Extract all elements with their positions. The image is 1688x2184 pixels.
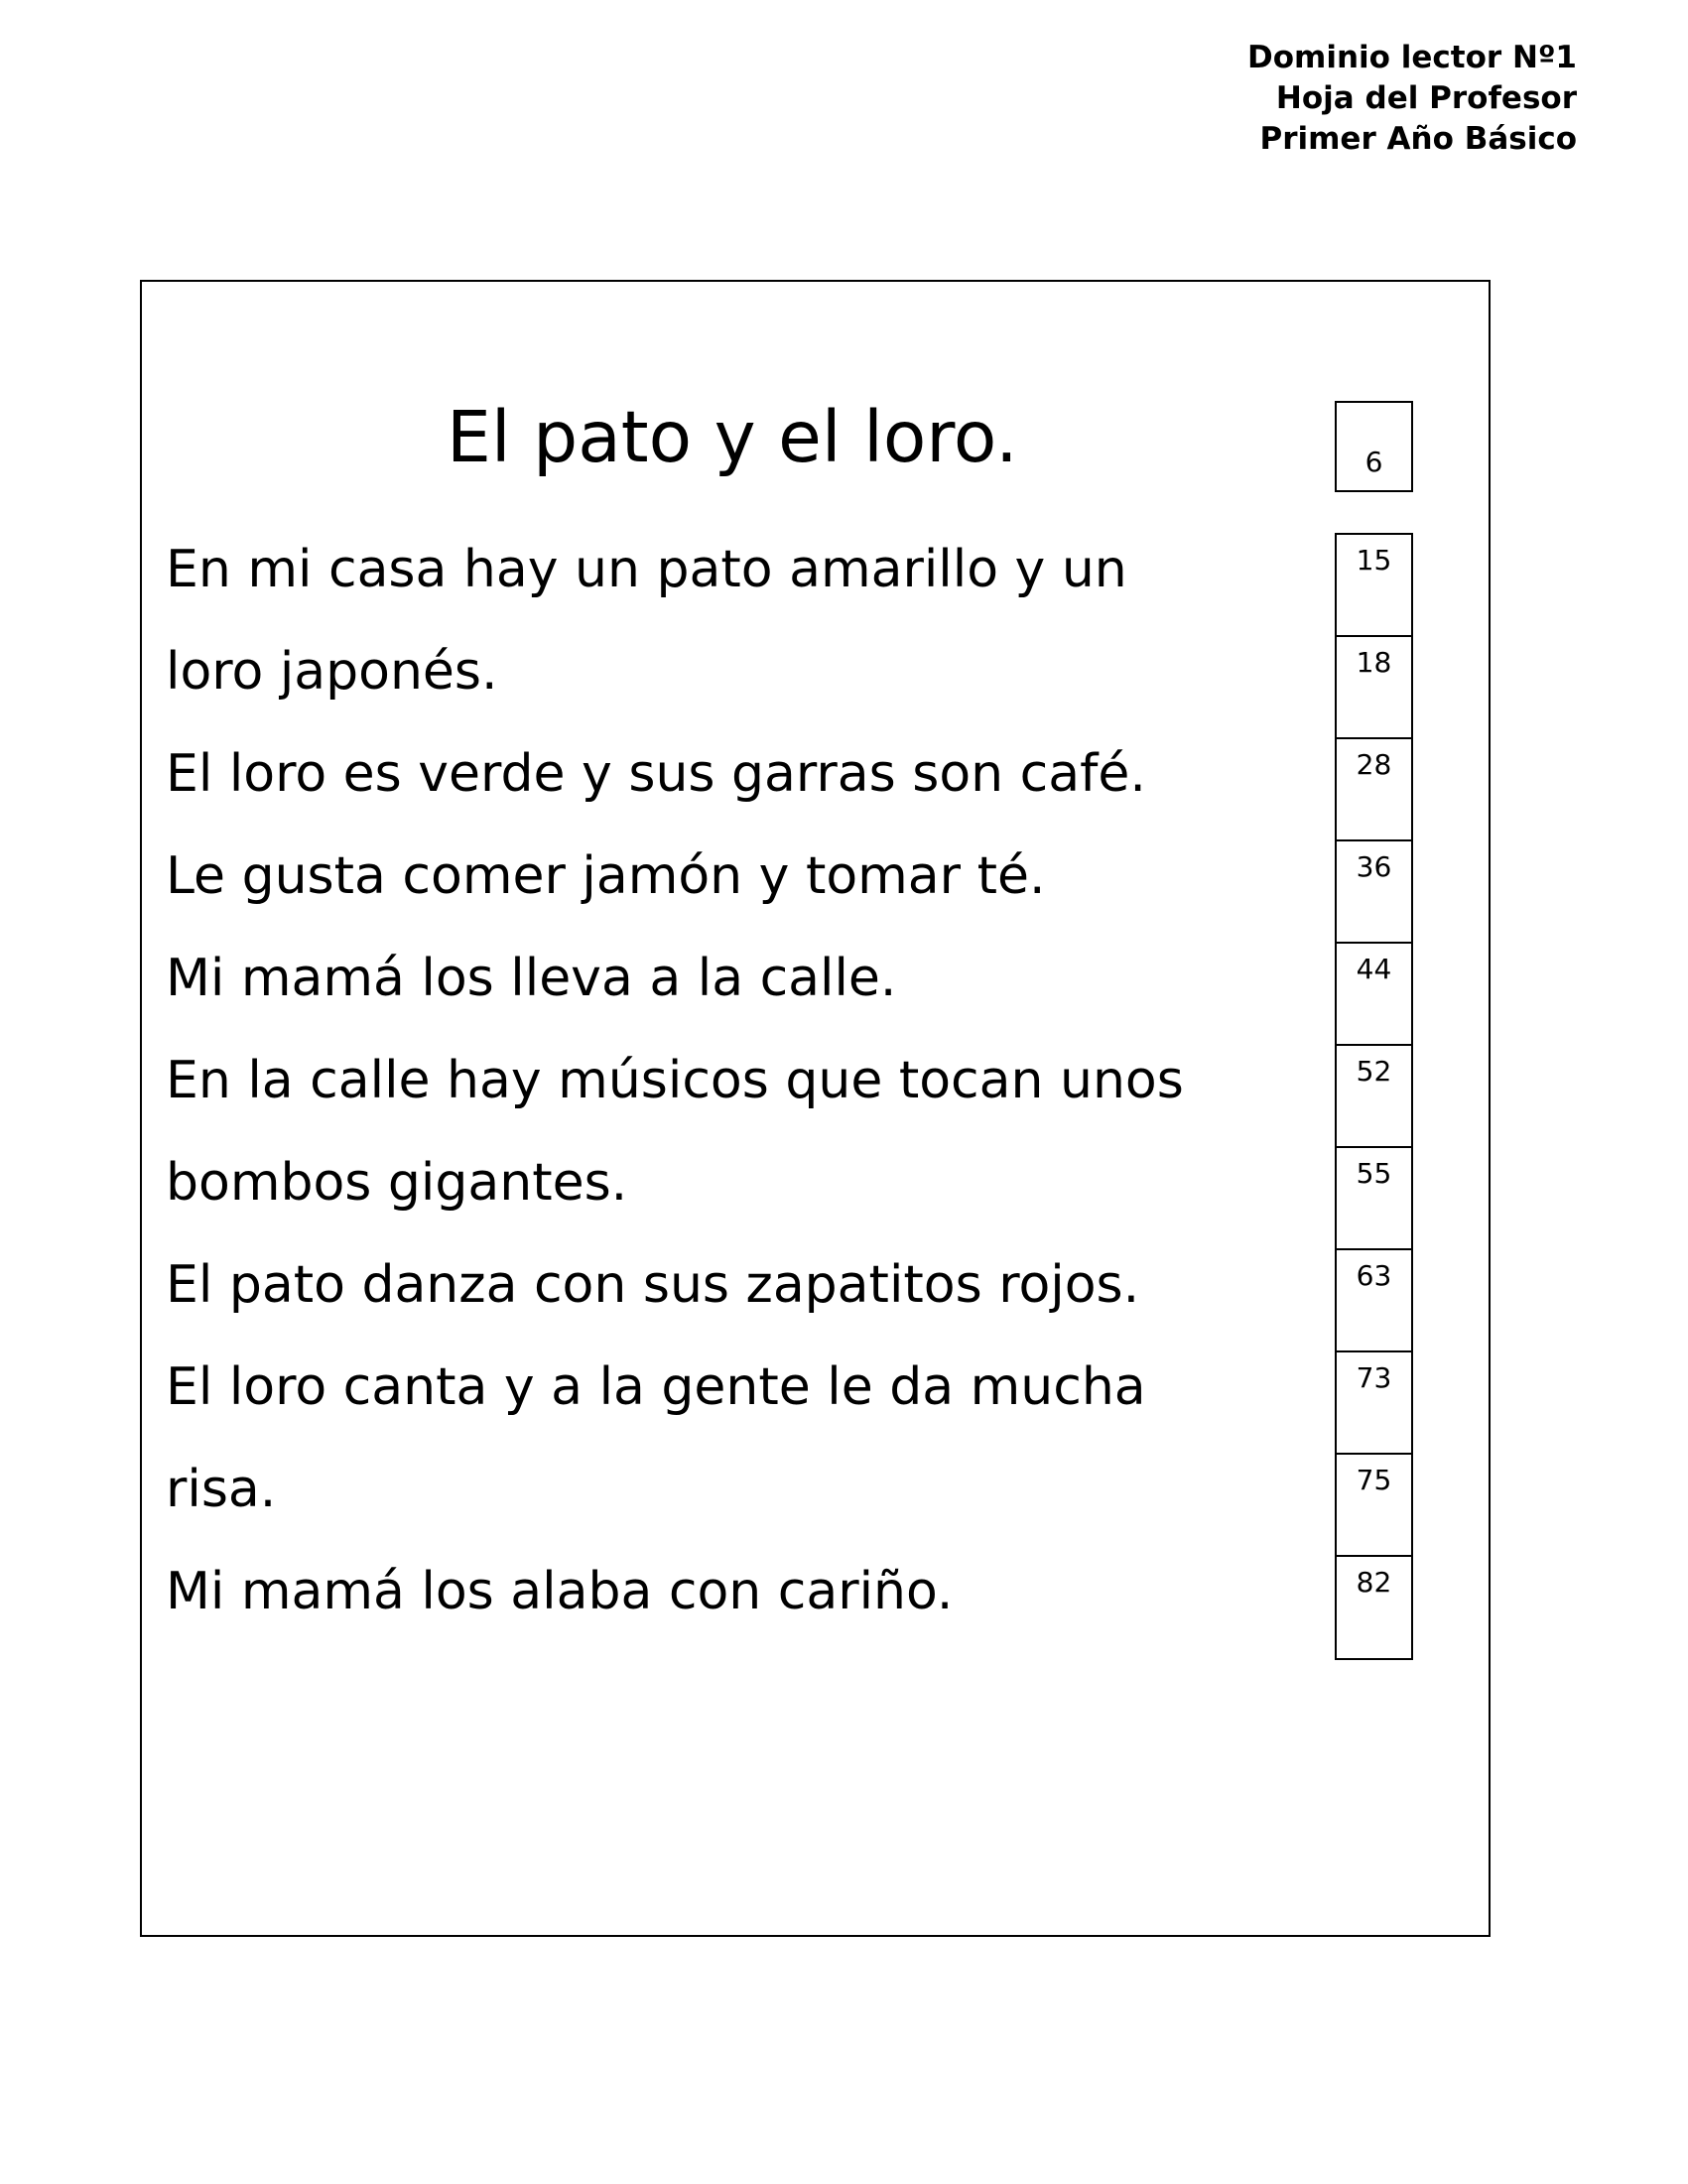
word-count-cell: 15	[1337, 535, 1411, 637]
word-count-cell: 36	[1337, 841, 1411, 944]
word-count-cell: 75	[1337, 1455, 1411, 1557]
title-word-count	[1335, 401, 1413, 492]
cumulative-word-count-column	[1335, 533, 1413, 1660]
word-count-cell: 82	[1356, 1566, 1392, 1599]
word-count-cell: 28	[1337, 739, 1411, 841]
reading-line: Le gusta comer jamón y tomar té.	[166, 846, 1046, 906]
header-grade: Primer Año Básico	[1259, 121, 1577, 157]
word-count-cell: 44	[1337, 944, 1411, 1046]
reading-line: loro japonés.	[166, 642, 498, 702]
header-sheet-type: Hoja del Profesor	[1275, 80, 1577, 116]
reading-line: risa.	[166, 1460, 277, 1519]
reading-line: El loro canta y a la gente le da mucha	[166, 1357, 1146, 1417]
word-count-cell: 55	[1337, 1148, 1411, 1250]
header-test-name: Dominio lector Nº1	[1247, 40, 1577, 75]
word-count-cell: 73	[1337, 1352, 1411, 1455]
reading-line: En mi casa hay un pato amarillo y un	[166, 540, 1127, 599]
title-word-count-value: 6	[1364, 446, 1383, 478]
reading-title: El pato y el loro.	[447, 396, 1018, 478]
word-count-cell: 18	[1337, 637, 1411, 739]
reading-line: El loro es verde y sus garras son café.	[166, 744, 1146, 804]
reading-line: bombos gigantes.	[166, 1153, 628, 1213]
document-header	[1247, 38, 1577, 160]
reading-line: El pato danza con sus zapatitos rojos.	[166, 1255, 1140, 1315]
reading-line: Mi mamá los lleva a la calle.	[166, 949, 897, 1008]
word-count-cell: 52	[1337, 1046, 1411, 1148]
reading-line: En la calle hay músicos que tocan unos	[166, 1051, 1184, 1110]
word-count-cell: 63	[1337, 1250, 1411, 1352]
reading-line: Mi mamá los alaba con cariño.	[166, 1562, 954, 1621]
